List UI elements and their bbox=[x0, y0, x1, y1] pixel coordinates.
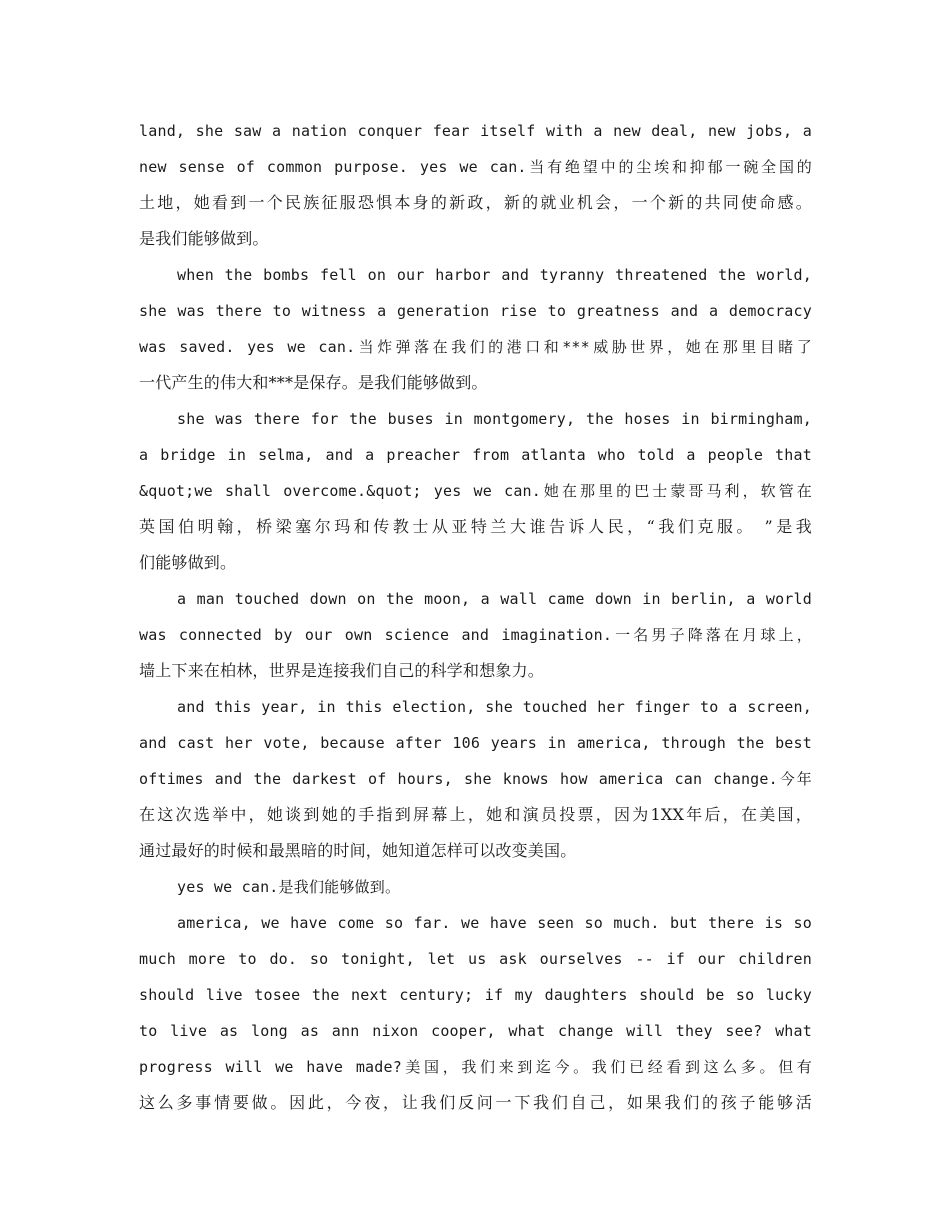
text-line: 一代产生的伟大和***是保存。是我们能够做到。 bbox=[139, 373, 488, 392]
text-line: new sense of common purpose. yes we can.当有绝望中的尘埃和抑郁一碗全国的 bbox=[139, 158, 812, 176]
paragraph-6 bbox=[139, 869, 812, 905]
text-line: she was there for the buses in montgomery, the hoses in birmingham, bbox=[177, 410, 812, 428]
text-line: a man touched down on the moon, a wall came down in berlin, a world bbox=[177, 590, 812, 608]
document-body bbox=[139, 113, 812, 1121]
text-line: and this year, in this election, she touched her finger to a screen, bbox=[177, 698, 812, 716]
text-line: 英国伯明翰，桥梁塞尔玛和传教士从亚特兰大谁告诉人民，“我们克服。 ”是我 bbox=[139, 517, 812, 536]
paragraph-3 bbox=[139, 401, 812, 581]
paragraph-7 bbox=[139, 905, 812, 1121]
text-line: she was there to witness a generation rise to greatness and a democracy bbox=[139, 302, 812, 320]
text-line: america, we have come so far. we have seen so much. but there is so bbox=[177, 914, 812, 932]
text-line: much more to do. so tonight, let us ask ourselves -- if our children bbox=[139, 950, 812, 968]
text-line: land, she saw a nation conquer fear itself with a new deal, new jobs, a bbox=[139, 122, 812, 140]
text-line: a bridge in selma, and a preacher from atlanta who told a people that bbox=[139, 446, 812, 464]
text-line: and cast her vote, because after 106 years in america, through the best bbox=[139, 734, 812, 752]
paragraph-5 bbox=[139, 689, 812, 869]
text-line: &quot;we shall overcome.&quot; yes we can.她在那里的巴士蒙哥马利，软管在 bbox=[139, 482, 812, 500]
text-line: 们能够做到。 bbox=[139, 553, 237, 572]
text-line: when the bombs fell on our harbor and tyranny threatened the world, bbox=[177, 266, 812, 284]
text-line: yes we can.是我们能够做到。 bbox=[177, 878, 401, 896]
text-line: oftimes and the darkest of hours, she knows how america can change.今年 bbox=[139, 770, 812, 788]
text-line: 通过最好的时候和最黑暗的时间，她知道怎样可以改变美国。 bbox=[139, 841, 577, 860]
text-line: 这么多事情要做。因此，今夜，让我们反问一下我们自己，如果我们的孩子能够活 bbox=[139, 1093, 812, 1112]
paragraph-4 bbox=[139, 581, 812, 689]
text-line: was saved. yes we can.当炸弹落在我们的港口和***威胁世界，她在那里目睹了 bbox=[139, 338, 812, 356]
paragraph-1 bbox=[139, 113, 812, 257]
text-line: 在这次选举中，她谈到她的手指到屏幕上，她和演员投票，因为1XX年后，在美国， bbox=[139, 805, 812, 824]
text-line: should live tosee the next century; if my daughters should be so lucky bbox=[139, 986, 812, 1004]
text-line: was connected by our own science and imagination.一名男子降落在月球上， bbox=[139, 626, 812, 644]
text-line: progress will we have made?美国，我们来到迄今。我们已经看到这么多。但有 bbox=[139, 1058, 812, 1076]
text-line: 土地，她看到一个民族征服恐惧本身的新政，新的就业机会，一个新的共同使命感。 bbox=[139, 193, 812, 212]
paragraph-2 bbox=[139, 257, 812, 401]
text-line: to live as long as ann nixon cooper, what change will they see? what bbox=[139, 1022, 812, 1040]
text-line: 墙上下来在柏林，世界是连接我们自己的科学和想象力。 bbox=[139, 661, 545, 680]
text-line: 是我们能够做到。 bbox=[139, 229, 269, 248]
